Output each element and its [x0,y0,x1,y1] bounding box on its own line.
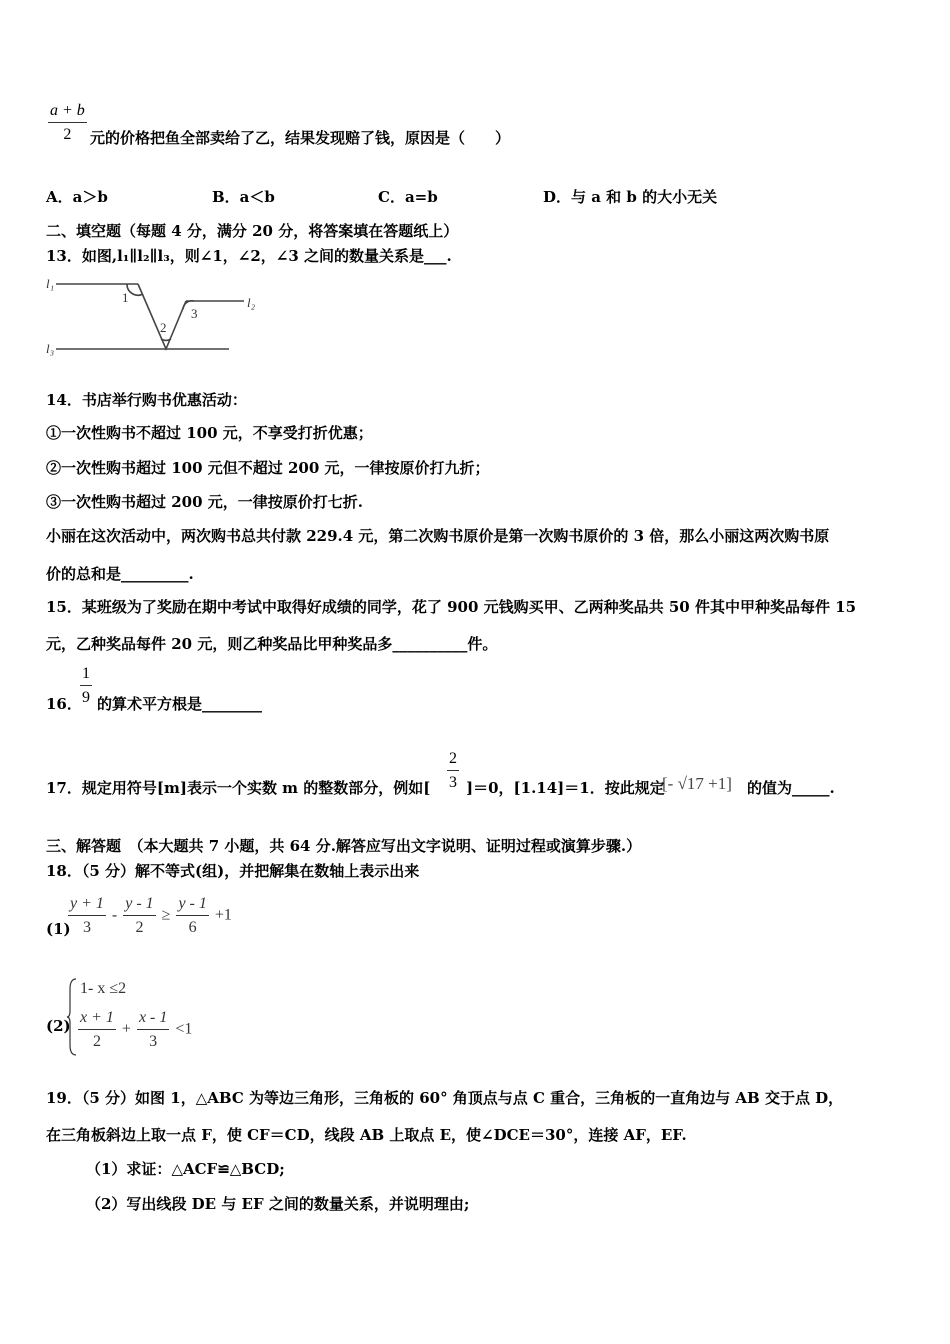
q17-expression: [- √17 +1] [662,774,732,793]
q18-p2-tail: <1 [175,1020,193,1038]
q13-figure [44,272,264,364]
label-angle-2: 2 [160,320,167,335]
q19-line-2: 在三角板斜边上取一点 F，使 CF＝CD，线段 AB 上取点 E，使∠DCE＝30°，连接 AF，EF. [46,1126,687,1144]
q18-p2-op: + [121,1020,131,1038]
q19-line-1: 19．（5 分）如图 1，△ABC 为等边三角形，三角板的 60° 角顶点与点 C 重合，三角板的一直角边与 AB 交于点 D， [46,1089,844,1107]
label-l2: l₂ [247,295,256,310]
q12-tail: 元的价格把鱼全部卖给了乙，结果发现赔了钱，原因是（ ） [90,129,511,147]
q18-p1-op2: ≥ [161,906,171,924]
q18-part2-label: (2) [46,1017,71,1035]
q14-intro: 14．书店举行购书优惠活动： [46,391,247,409]
q18-p2-den2: 3 [149,1033,158,1050]
label-angle-3: 3 [191,306,198,321]
q15-line-1: 15．某班级为了奖励在期中考试中取得好成绩的同学，花了 900 元钱购买甲、乙两种奖品共 50 件其中甲种奖品每件 15 [46,598,857,616]
q18-part2-line1: 1- x ≤2 [80,980,127,997]
q18-part2-line2 [76,1010,192,1050]
q14-rule-1: ①一次性购书不超过 100 元，不享受打折优惠； [46,424,373,442]
q12-option-c: C．a=b [378,188,438,206]
q14-body-2: 价的总和是_________. [46,565,194,583]
q13-text: 13．如图,l₁∥l₂∥l₃，则∠1，∠2，∠3 之间的数量关系是___. [46,247,452,265]
label-l3: l₃ [46,341,55,356]
q18-p1-den1: 3 [82,919,91,936]
section3-title: 三、解答题 （本大题共 7 小题，共 64 分.解答应写出文字说明、证明过程或演算步骤.） [46,837,642,855]
q12-fraction [46,103,89,143]
q12-frac-den: 2 [63,126,72,143]
q16-frac-num: 1 [80,666,92,686]
q14-rule-2: ②一次性购书超过 100 元但不超过 200 元，一律按原价打九折； [46,459,490,477]
q17-frac-den: 3 [449,774,457,791]
q19-sub-1: （1）求证：△ACF≌△BCD; [86,1160,285,1178]
q16-tail: 的算术平方根是________ [97,695,263,713]
q18-p1-den2: 2 [135,919,144,936]
q18-p1-den3: 6 [188,919,197,936]
q19-sub-2: （2）写出线段 DE 与 EF 之间的数量关系，并说明理由; [86,1195,470,1213]
q12-option-d: D．与 a 和 b 的大小无关 [543,188,718,206]
q12-option-a: A．a＞b [46,188,108,206]
q17-fraction [445,751,461,791]
q18-intro: 18．（5 分）解不等式(组)，并把解集在数轴上表示出来 [46,862,420,880]
q12-option-b: B．a＜b [212,188,275,206]
q17-part-c: 的值为_____. [747,779,835,797]
q12-frac-num: a + b [48,103,87,123]
q16-number: 16． [46,695,82,713]
q18-p1-num1: y + 1 [68,896,106,916]
q15-line-2: 元，乙种奖品每件 20 元，则乙种奖品比甲种奖品多__________件。 [46,635,498,653]
q18-p1-num3: y - 1 [176,896,208,916]
q18-p2-den1: 2 [92,1033,101,1050]
label-angle-1: 1 [122,290,129,305]
q16-frac-den: 9 [82,689,90,706]
angle-arc-2 [161,339,171,340]
label-l1: l₁ [46,276,55,291]
q18-p1-op1: - [111,906,118,924]
q18-p2-num2: x - 1 [137,1010,169,1030]
q16-fraction [78,666,94,706]
q18-p1-num2: y - 1 [123,896,155,916]
q14-rule-3: ③一次性购书超过 200 元，一律按原价打七折. [46,493,363,511]
q17-part-a: 17．规定用符号[m]表示一个实数 m 的整数部分，例如[ [46,779,431,797]
section2-title: 二、填空题（每题 4 分，满分 20 分，将答案填在答题纸上） [46,222,459,240]
q18-part1-expression [66,896,232,936]
q18-p2-num1: x + 1 [78,1010,116,1030]
q18-part1-label: (1) [46,920,71,938]
q17-frac-num: 2 [447,751,459,771]
q18-p1-tail: +1 [214,906,232,924]
q17-part-b: ]＝0，[1.14]＝1．按此规定 [466,779,665,797]
q14-body-1: 小丽在这次活动中，两次购书总共付款 229.4 元，第二次购书原价是第一次购书原价的 3 倍，那么小丽这两次购书原 [46,527,830,545]
